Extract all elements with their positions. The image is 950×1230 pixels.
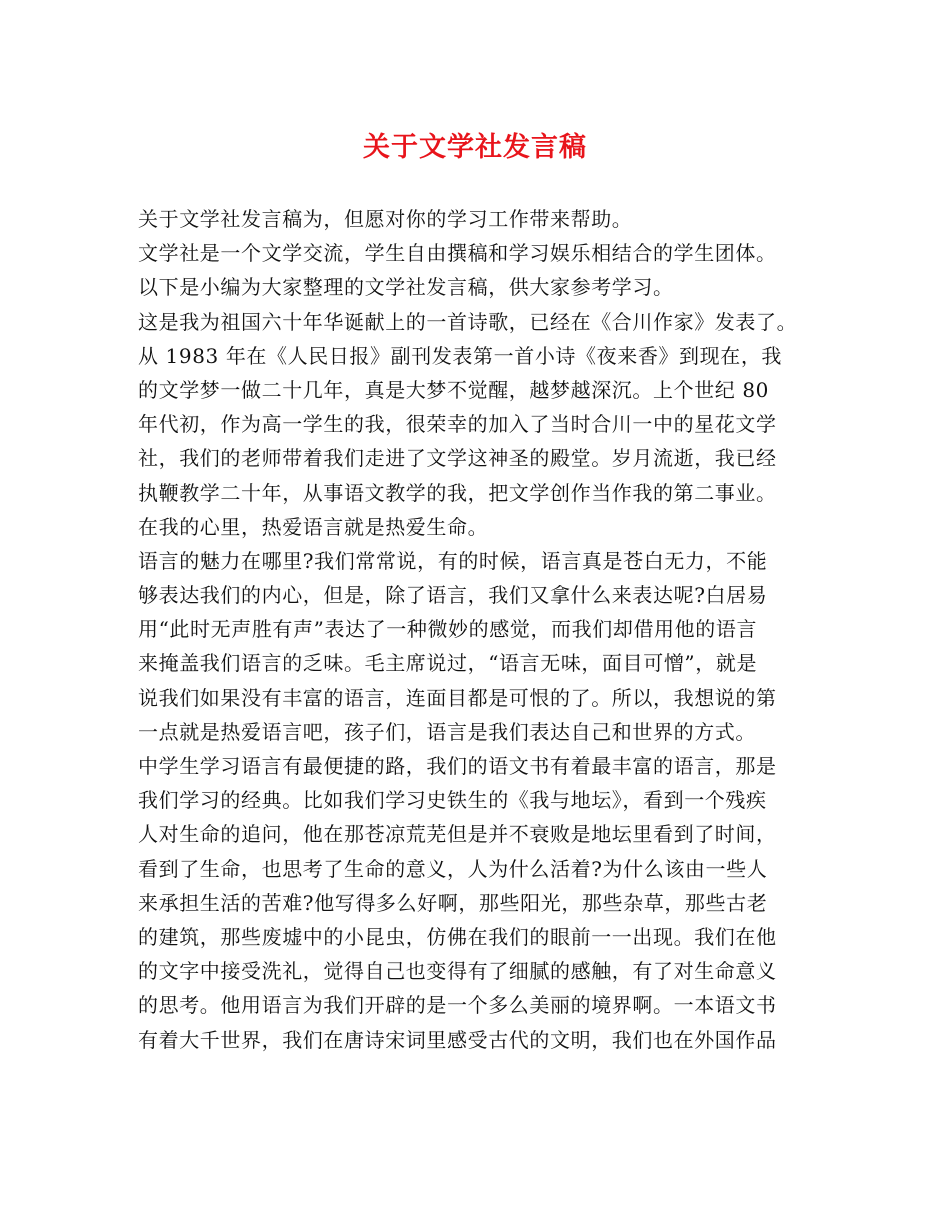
document-body (138, 202, 828, 1057)
body-line: 执鞭教学二十年，从事语文教学的我，把文学创作当作我的第二事业。 (138, 480, 777, 505)
body-line: 看到了生命，也思考了生命的意义，人为什么活着?为什么该由一些人 (138, 856, 768, 881)
body-line: 一点就是热爱语言吧，孩子们，语言是我们表达自己和世界的方式。 (138, 719, 756, 744)
body-line: 的文字中接受洗礼，觉得自己也变得有了细腻的感触，有了对生命意义 (138, 959, 777, 984)
body-line: 用“此时无声胜有声”表达了一种微妙的感觉，而我们却借用他的语言 (138, 617, 758, 642)
body-line: 我们学习的经典。比如我们学习史铁生的《我与地坛》，看到一个残疾 (138, 788, 767, 813)
body-line: 的文学梦一做二十几年，真是大梦不觉醒，越梦越深沉。上个世纪 80 (138, 377, 770, 402)
body-line: 以下是小编为大家整理的文学社发言稿，供大家参考学习。 (138, 275, 674, 300)
body-line: 从 1983 年在《人民日报》副刊发表第一首小诗《夜来香》到现在，我 (138, 343, 783, 368)
body-line: 来掩盖我们语言的乏味。毛主席说过，“语言无味，面目可憎”，就是 (138, 651, 758, 676)
body-line: 够表达我们的内心，但是，除了语言，我们又拿什么来表达呢?白居易 (138, 583, 768, 608)
body-line: 年代初，作为高一学生的我，很荣幸的加入了当时合川一中的星花文学 (138, 412, 777, 437)
body-line: 说我们如果没有丰富的语言，连面目都是可恨的了。所以，我想说的第 (138, 685, 777, 710)
body-line: 有着大千世界，我们在唐诗宋词里感受古代的文明，我们也在外国作品 (138, 1027, 777, 1052)
body-line: 人对生命的追问，他在那苍凉荒芜但是并不衰败是地坛里看到了时间， (138, 822, 777, 847)
body-line: 关于文学社发言稿为，但愿对你的学习工作带来帮助。 (138, 207, 633, 231)
body-line: 这是我为祖国六十年华诞献上的一首诗歌，已经在《合川作家》发表了。 (138, 309, 798, 334)
body-line: 语言的魅力在哪里?我们常常说，有的时候，语言真是苍白无力，不能 (138, 548, 768, 573)
body-line: 的思考。他用语言为我们开辟的是一个多么美丽的境界啊。一本语文书 (138, 993, 777, 1018)
body-line: 的建筑，那些废墟中的小昆虫，仿佛在我们的眼前一一出现。我们在他 (138, 924, 777, 949)
body-line: 在我的心里，热爱语言就是热爱生命。 (138, 514, 489, 539)
body-line: 社，我们的老师带着我们走进了文学这神圣的殿堂。岁月流逝，我已经 (138, 446, 777, 471)
document-title: 关于文学社发言稿 (363, 132, 587, 163)
body-line: 文学社是一个文学交流，学生自由撰稿和学习娱乐相结合的学生团体。 (138, 241, 777, 266)
body-line: 来承担生活的苦难?他写得多么好啊，那些阳光，那些杂草，那些古老 (138, 890, 768, 915)
body-line: 中学生学习语言有最便捷的路，我们的语文书有着最丰富的语言，那是 (138, 754, 777, 778)
